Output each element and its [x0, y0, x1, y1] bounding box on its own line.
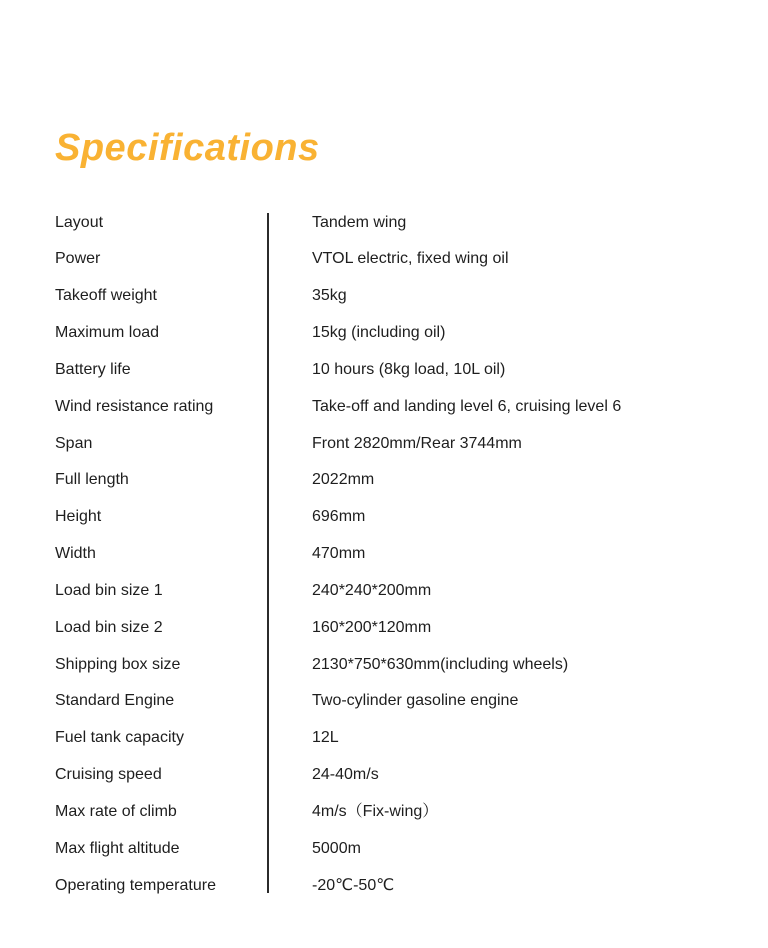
spec-label: Full length [55, 471, 129, 489]
spec-row [55, 388, 728, 425]
spec-value: 4m/s（Fix-wing） [312, 803, 439, 821]
spec-value: Tandem wing [312, 213, 407, 231]
spec-label: Max flight altitude [55, 839, 180, 857]
spec-row [55, 314, 728, 351]
spec-row [55, 830, 728, 867]
spec-value: 10 hours (8kg load, 10L oil) [312, 360, 506, 378]
spec-row [55, 720, 728, 757]
spec-label: Maximum load [55, 324, 160, 342]
spec-row [55, 277, 728, 314]
spec-label: Wind resistance rating [55, 397, 214, 415]
spec-value: 160*200*120mm [312, 618, 432, 636]
spec-row [55, 683, 728, 720]
spec-value: 696mm [312, 508, 366, 526]
spec-label: Span [55, 434, 93, 452]
spec-value: Take-off and landing level 6, cruising level 6 [312, 397, 622, 415]
spec-label: Fuel tank capacity [55, 729, 184, 747]
spec-value: 12L [312, 729, 339, 747]
spec-value: -20℃-50℃ [312, 876, 395, 894]
spec-value: 5000m [312, 839, 361, 857]
spec-label: Width [55, 545, 96, 563]
spec-value: 2022mm [312, 471, 375, 489]
spec-row [55, 756, 728, 793]
spec-row [55, 351, 728, 388]
spec-value: 240*240*200mm [312, 581, 432, 599]
spec-value: 470mm [312, 545, 366, 563]
spec-row [55, 498, 728, 535]
spec-label: Battery life [55, 360, 131, 378]
spec-value: 35kg [312, 287, 347, 305]
spec-label: Load bin size 1 [55, 581, 163, 599]
spec-label: Power [55, 250, 101, 268]
spec-label: Layout [55, 213, 104, 231]
spec-value: Front 2820mm/Rear 3744mm [312, 434, 522, 452]
spec-label: Shipping box size [55, 655, 181, 673]
spec-row [55, 204, 728, 241]
spec-value: 15kg (including oil) [312, 324, 446, 342]
spec-label: Cruising speed [55, 766, 162, 784]
spec-row [55, 793, 728, 830]
spec-row [55, 646, 728, 683]
spec-label: Operating temperature [55, 876, 216, 894]
spec-label: Load bin size 2 [55, 618, 163, 636]
spec-row [55, 572, 728, 609]
column-divider [267, 213, 269, 893]
spec-value: 24-40m/s [312, 766, 379, 784]
spec-label: Takeoff weight [55, 287, 157, 305]
spec-table [55, 204, 728, 904]
page-title: Specifications [55, 127, 320, 169]
spec-value: VTOL electric, fixed wing oil [312, 250, 509, 268]
spec-row [55, 241, 728, 278]
spec-row [55, 535, 728, 572]
spec-label: Height [55, 508, 102, 526]
spec-label: Standard Engine [55, 692, 175, 710]
spec-row [55, 609, 728, 646]
spec-value: Two-cylinder gasoline engine [312, 692, 519, 710]
spec-value: 2130*750*630mm(including wheels) [312, 655, 569, 673]
spec-row [55, 425, 728, 462]
spec-row [55, 462, 728, 499]
spec-label: Max rate of climb [55, 803, 177, 821]
spec-row [55, 867, 728, 904]
